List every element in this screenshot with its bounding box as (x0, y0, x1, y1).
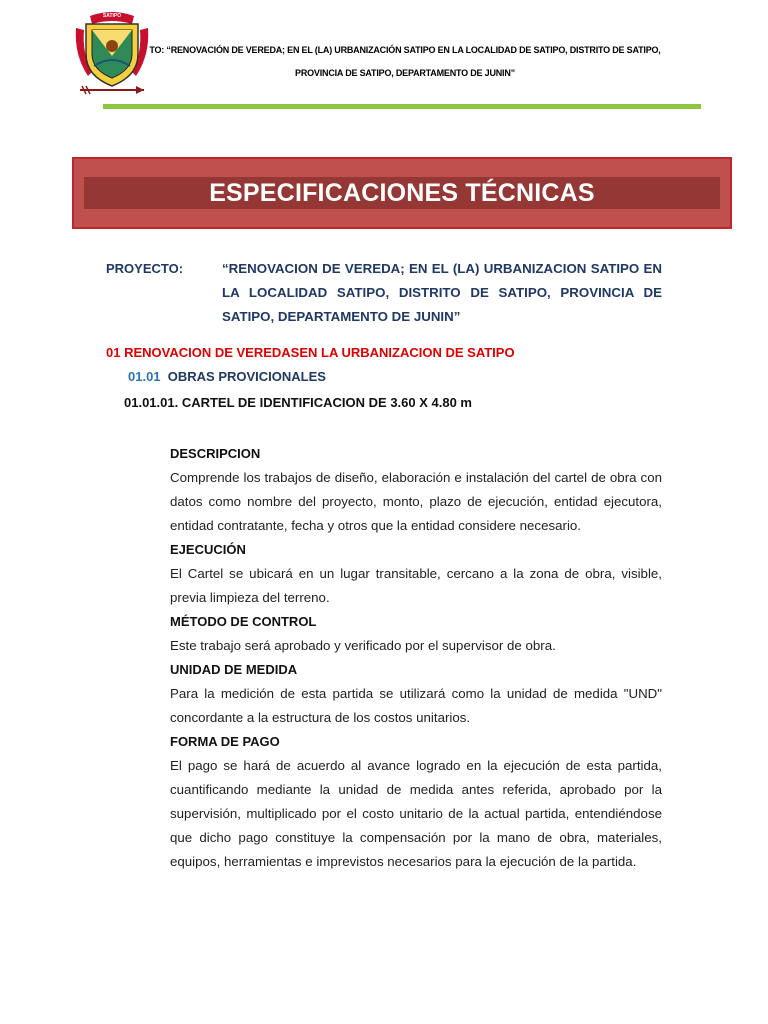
heading-forma-pago: FORMA DE PAGO (170, 734, 280, 749)
project-label: PROYECTO: (106, 261, 184, 276)
heading-metodo-control: MÉTODO DE CONTROL (170, 614, 317, 629)
section-heading-01: 01 RENOVACION DE VEREDASEN LA URBANIZACION DE SATIPO (106, 345, 515, 360)
section-heading-01-01-01: 01.01.01. CARTEL DE IDENTIFICACION DE 3.60 X 4.80 m (124, 395, 472, 410)
header-line-2: PROVINCIA DE SATIPO, DEPARTAMENTO DE JUNIN” (295, 68, 515, 78)
paragraph-descripcion: Comprende los trabajos de diseño, elaboración e instalación del cartel de obra con datos como nombre del proyecto, monto, plazo de ejecución, entidad ejecutora, entidad contratante, fecha y otros que la entidad considere necesario. (170, 470, 662, 533)
seal-banner-text: SATIPO (102, 13, 122, 19)
specification-body (170, 442, 662, 874)
paragraph-ejecucion: El Cartel se ubicará en un lugar transitable, cercano a la zona de obra, visible, previa limpieza del terreno. (170, 566, 662, 605)
heading-descripcion: DESCRIPCION (170, 446, 261, 461)
page-title: ESPECIFICACIONES TÉCNICAS (84, 177, 720, 209)
section-heading-01-01 (128, 369, 326, 384)
section-title: OBRAS PROVICIONALES (167, 369, 326, 384)
header-line-1: TO: “RENOVACIÓN DE VEREDA; EN EL (LA) URBANIZACIÓN SATIPO EN LA LOCALIDAD DE SATIPO, DISTRITO DE SATIPO, (149, 45, 661, 55)
section-number: 01.01 (128, 369, 161, 384)
title-banner (72, 157, 732, 229)
project-name: “RENOVACION DE VEREDA; EN EL (LA) URBANIZACION SATIPO EN LA LOCALIDAD SATIPO, DISTRITO DE SATIPO, PROVINCIA DE SATIPO, DEPARTAMENTO DE JUNIN” (222, 261, 662, 324)
heading-ejecucion: EJECUCIÓN (170, 542, 246, 557)
paragraph-metodo-control: Este trabajo será aprobado y verificado por el supervisor de obra. (170, 638, 556, 653)
paragraph-unidad-medida: Para la medición de esta partida se utilizará como la unidad de medida "UND" concordante a la estructura de los costos unitarios. (170, 686, 662, 725)
paragraph-forma-pago: El pago se hará de acuerdo al avance logrado en la ejecución de esta partida, cuantificando mediante la unidad de medida antes referida, aprobado por la supervisión, multiplicado por el costo unitario de la actual partida, entendiéndose que dicho pago constituye la compensación por la mano de obra, materiales, equipos, herramientas e imprevistos necesarios para la ejecución de la partida. (170, 758, 662, 869)
heading-unidad-medida: UNIDAD DE MEDIDA (170, 662, 298, 677)
header-divider (103, 104, 701, 109)
